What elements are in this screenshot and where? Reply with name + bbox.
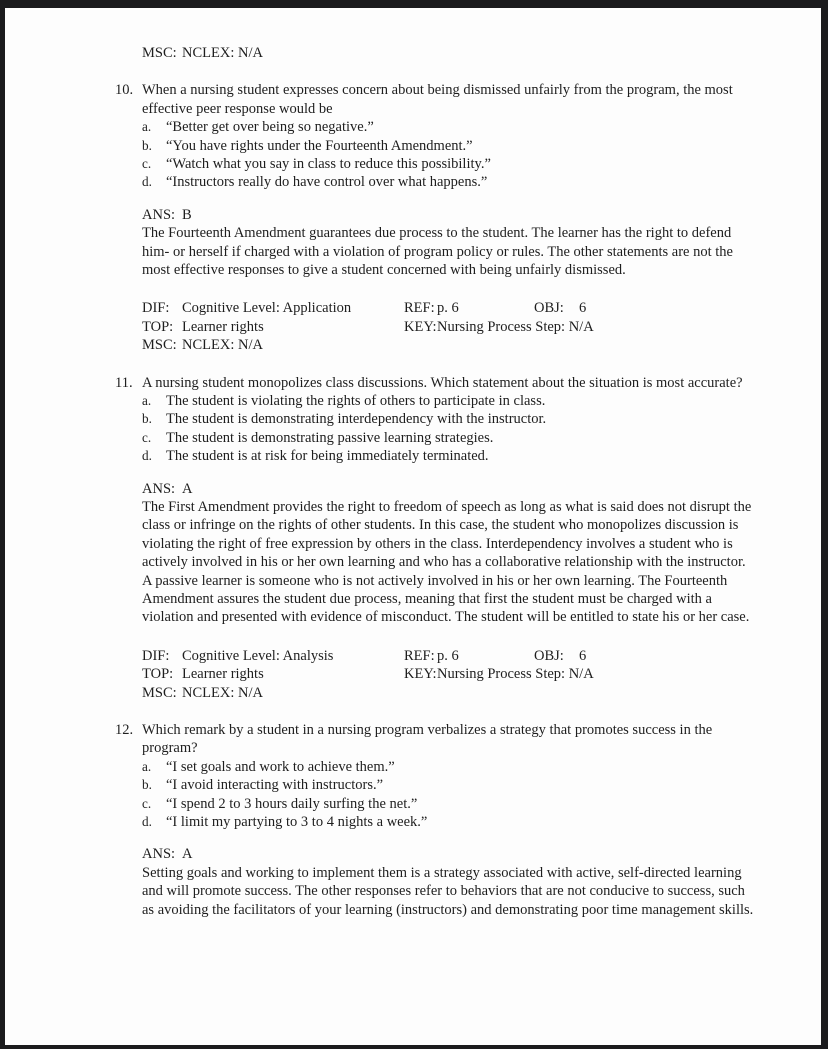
answer-value: A [182, 480, 193, 497]
previous-question-metadata [142, 44, 821, 62]
option-text: The student is demonstrating passive learning strategies. [166, 429, 494, 446]
answer-option-d [142, 813, 754, 831]
answer-block [142, 845, 754, 919]
question-block-10 [115, 81, 821, 354]
answer-option-b [142, 776, 754, 794]
question-body [142, 374, 754, 702]
option-letter: d. [142, 174, 152, 190]
meta-label-top: TOP: [142, 318, 174, 335]
meta-label-msc: MSC: [142, 337, 177, 354]
metadata-row-3 [142, 336, 754, 354]
question-number: 10. [115, 82, 134, 99]
option-letter: a. [142, 393, 152, 409]
option-text: The student is violating the rights of others to participate in class. [166, 393, 546, 410]
meta-label-msc: MSC: [142, 45, 177, 61]
option-text: The student is demonstrating interdependency with the instructor. [166, 411, 547, 428]
meta-value-key: Nursing Process Step: N/A [437, 666, 594, 683]
meta-label-top: TOP: [142, 666, 174, 683]
question-metadata [142, 299, 754, 354]
answer-option-a [142, 118, 754, 136]
meta-value-top: Learner rights [182, 666, 264, 683]
answer-option-c [142, 429, 754, 447]
question-stem: When a nursing student expresses concern about being dismissed unfairly from the program, the most effective peer response would be [142, 82, 733, 117]
meta-value-msc: NCLEX: N/A [182, 684, 263, 701]
answer-block [142, 480, 754, 627]
question-block-11 [115, 374, 821, 702]
answer-label: ANS: [142, 846, 176, 863]
answer-line [142, 206, 754, 224]
answer-option-a [142, 392, 754, 410]
question-number: 12. [115, 722, 134, 739]
question-stem: A nursing student monopolizes class discussions. Which statement about the situation is most accurate? [142, 374, 743, 391]
meta-value-key: Nursing Process Step: N/A [437, 318, 594, 335]
answer-option-c [142, 795, 754, 813]
meta-value-dif: Cognitive Level: Application [182, 300, 352, 317]
option-text: “I limit my partying to 3 to 4 nights a week.” [166, 814, 428, 831]
rationale-text: The First Amendment provides the right to freedom of speech as long as what is said does not disrupt the class or infringe on the rights of other students. In this case, the student who monopolizes discussion is violating the right of free expression by others in the class. Interdependency involves a student who is actively involved in his or her own learning and who has a collaborative relationship with the instructor. A passive learner is someone who is not actively involved in his or her own learning. The Fourteenth Amendment assures the student due process, meaning that first the student must be charged with a violation and presented with evidence of misconduct. The student will be entitled to state his or her case. [142, 499, 752, 626]
meta-value-msc: NCLEX: N/A [182, 337, 263, 354]
meta-label-ref: REF: [404, 300, 435, 317]
document-content [5, 8, 821, 919]
option-letter: c. [142, 156, 152, 172]
option-text: “Instructors really do have control over what happens.” [166, 174, 488, 191]
meta-value-obj: 6 [579, 647, 587, 664]
question-number: 11. [115, 374, 133, 391]
question-metadata [142, 647, 754, 702]
meta-label-key: KEY: [404, 666, 437, 683]
option-letter: c. [142, 795, 152, 811]
meta-value-obj: 6 [579, 300, 587, 317]
meta-label-key: KEY: [404, 318, 437, 335]
option-text: “I set goals and work to achieve them.” [166, 758, 395, 775]
answer-option-c [142, 155, 754, 173]
answer-line [142, 845, 754, 863]
answer-value: A [182, 846, 193, 863]
option-text: “I avoid interacting with instructors.” [166, 777, 384, 794]
option-letter: d. [142, 814, 152, 830]
question-body [142, 721, 754, 919]
meta-label-ref: REF: [404, 647, 435, 664]
meta-label-dif: DIF: [142, 647, 170, 664]
option-letter: a. [142, 758, 152, 774]
rationale-text: Setting goals and working to implement them is a strategy associated with active, self-directed learning and will promote success. The other responses refer to behaviors that are not conducive to success, such as avoiding the facilitators of your learning (instructors) and demonstrating poor time management skills. [142, 864, 754, 918]
metadata-row-1 [142, 647, 754, 665]
meta-label-obj: OBJ: [534, 647, 564, 664]
rationale-text: The Fourteenth Amendment guarantees due process to the student. The learner has the right to defend him- or herself if charged with a violation of program policy or rules. The other statements are not the most effective responses to give a student concerned with being unfairly dismissed. [142, 225, 733, 279]
answer-label: ANS: [142, 206, 176, 223]
answer-value: B [182, 206, 192, 223]
answer-option-a [142, 758, 754, 776]
answer-label: ANS: [142, 480, 176, 497]
option-text: The student is at risk for being immediately terminated. [166, 448, 489, 465]
metadata-row-2 [142, 665, 754, 683]
answer-option-d [142, 447, 754, 465]
answer-option-b [142, 410, 754, 428]
option-letter: b. [142, 777, 152, 793]
answer-block [142, 206, 754, 280]
option-text: “You have rights under the Fourteenth Amendment.” [166, 137, 473, 154]
answer-option-b [142, 137, 754, 155]
question-stem: Which remark by a student in a nursing program verbalizes a strategy that promotes success in the program? [142, 722, 713, 757]
document-page [5, 8, 821, 1045]
meta-value-dif: Cognitive Level: Analysis [182, 647, 334, 664]
metadata-row-1 [142, 299, 754, 317]
option-letter: a. [142, 119, 152, 135]
meta-value-msc: NCLEX: N/A [182, 45, 263, 61]
metadata-row-2 [142, 318, 754, 336]
meta-value-ref: p. 6 [437, 300, 459, 317]
option-text: “Better get over being so negative.” [166, 119, 374, 136]
question-body [142, 81, 754, 354]
meta-value-top: Learner rights [182, 318, 264, 335]
meta-label-dif: DIF: [142, 300, 170, 317]
option-letter: c. [142, 429, 152, 445]
metadata-row-3 [142, 684, 754, 702]
answer-line [142, 480, 754, 498]
option-letter: b. [142, 137, 152, 153]
question-block-12 [115, 721, 821, 919]
meta-label-obj: OBJ: [534, 300, 564, 317]
option-letter: b. [142, 411, 152, 427]
option-text: “Watch what you say in class to reduce this possibility.” [166, 156, 491, 173]
meta-label-msc: MSC: [142, 684, 177, 701]
meta-value-ref: p. 6 [437, 647, 459, 664]
option-text: “I spend 2 to 3 hours daily surfing the net.” [166, 795, 418, 812]
answer-option-d [142, 173, 754, 191]
option-letter: d. [142, 448, 152, 464]
